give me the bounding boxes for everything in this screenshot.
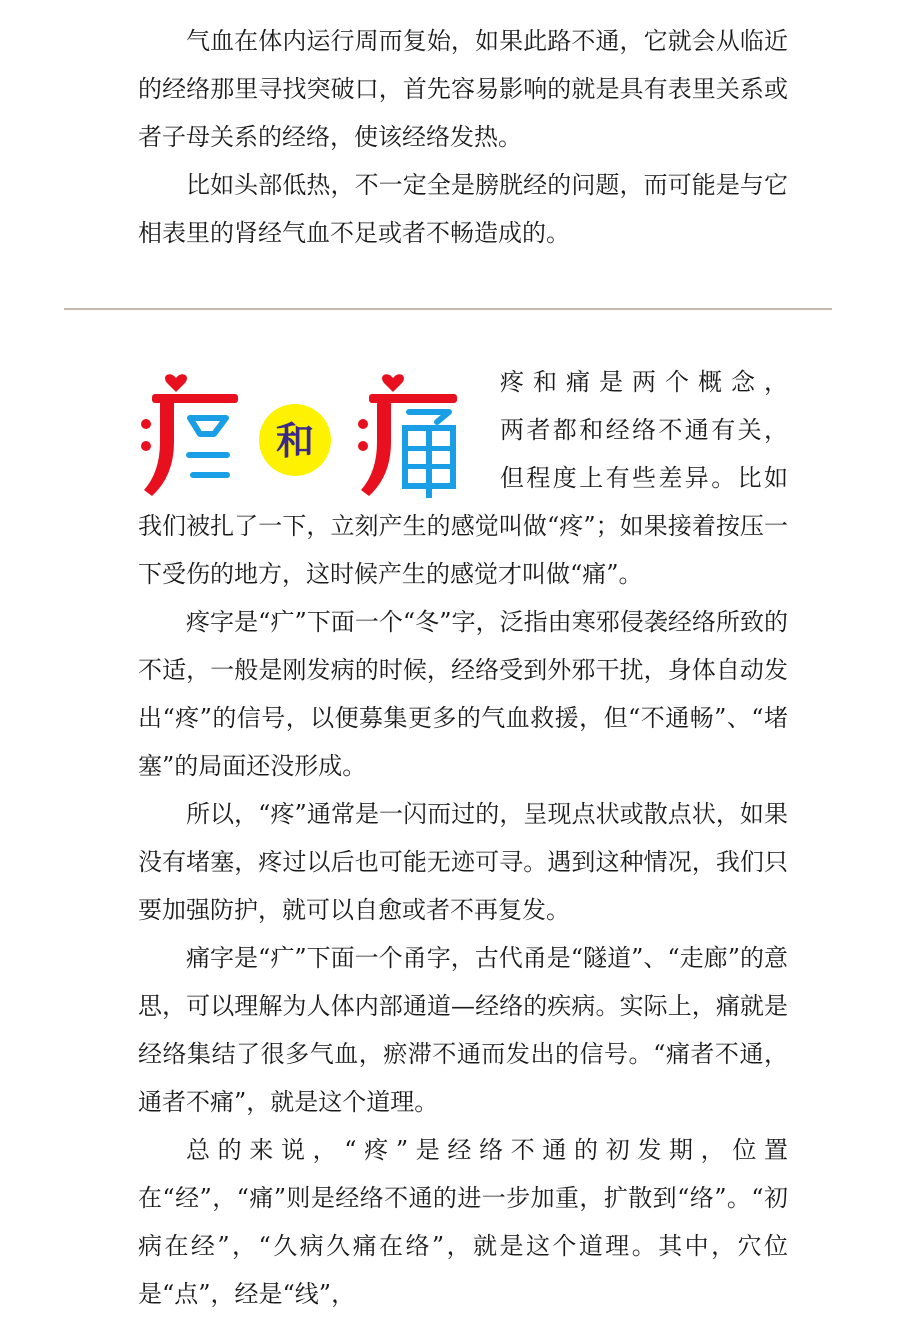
intro-line-2: 两者都和经络不通有关，: [500, 416, 788, 444]
intro-line-1: 疼和痛是两个概念，: [500, 368, 788, 396]
title-char-tong-icon: [358, 374, 457, 498]
intro-line-3: 但程度上有些差异。比如: [500, 464, 788, 492]
paragraph-low-fever: 比如头部低热，不一定全是膀胱经的问题，而可能是与它相表里的肾经气血不足或者不畅造成的。: [138, 171, 788, 247]
paragraph-teng-char: 疼字是“疒”下面一个“冬”字，泛指由寒邪侵袭经络所致的不适，一般是刚发病的时候，经络受到外邪干扰，身体自动发出“疼”的信号，以便募集更多的气血救援，但“不通畅”、“堵塞”的局面还没形成。: [138, 608, 788, 780]
paragraph-teng-nature: 所以，“疼”通常是一闪而过的，呈现点状或散点状，如果没有堵塞，疼过以后也可能无迹可寻。遇到这种情况，我们只要加强防护，就可以自愈或者不再复发。: [138, 800, 788, 924]
paragraph-summary: 总的来说，“疼”是经络不通的初发期，位置在“经”，“痛”则是经络不通的进一步加重，扩散到“络”。“初病在经”，“久病久痛在络”，就是这个道理。其中，穴位是“点”，经是“线”，: [138, 1136, 788, 1308]
section-divider: [64, 308, 832, 310]
paragraph-tong-char: 痛字是“疒”下面一个甬字，古代甬是“隧道”、“走廊”的意思，可以理解为人体内部通道—经络的疾病。实际上，痛就是经络集结了很多气血，瘀滞不通而发出的信号。“痛者不通，通者不痛”，就是这个道理。: [138, 944, 788, 1116]
title-char-he: 和: [275, 418, 315, 463]
title-art: [138, 372, 488, 502]
paragraph-qixue: 气血在体内运行周而复始，如果此路不通，它就会从临近的经络那里寻找突破口，首先容易影响的就是具有表里关系或者子母关系的经络，使该经络发热。: [138, 27, 788, 151]
paragraph-definition: 我们被扎了一下，立刻产生的感觉叫做“疼”；如果接着按压一下受伤的地方，这时候产生的感觉才叫做“痛”。: [138, 512, 788, 588]
title-char-teng-icon: [141, 374, 238, 496]
